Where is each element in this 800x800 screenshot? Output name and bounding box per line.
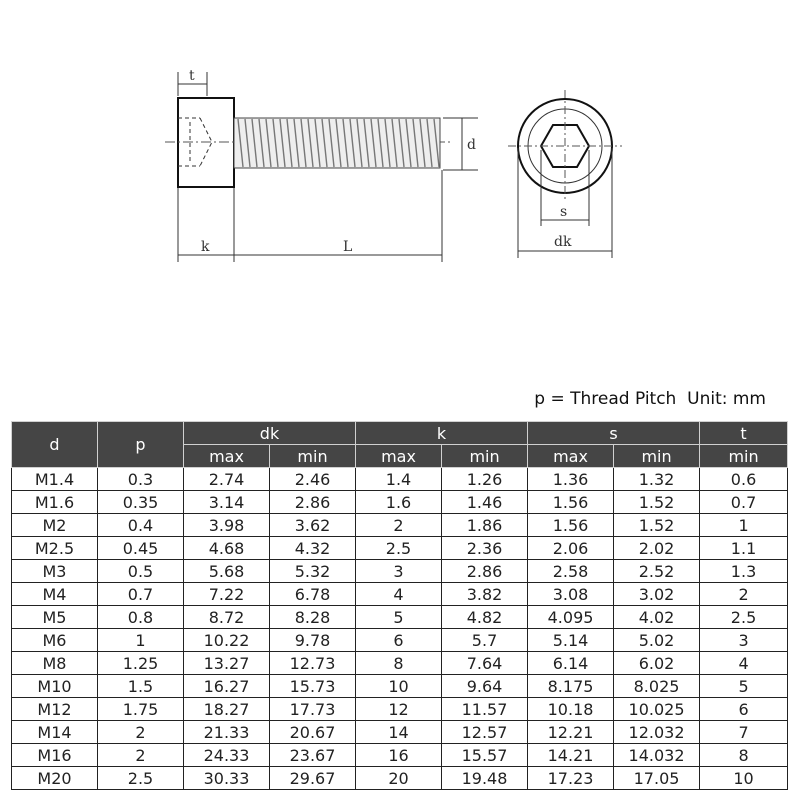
cell-d: M14 — [12, 721, 98, 744]
header-k: k — [356, 422, 528, 445]
cell-s-min: 1.52 — [614, 491, 700, 514]
header-dk-min: min — [270, 445, 356, 468]
cell-dk-min: 5.32 — [270, 560, 356, 583]
cell-k-max: 1.6 — [356, 491, 442, 514]
header-dk: dk — [184, 422, 356, 445]
cell-dk-max: 18.27 — [184, 698, 270, 721]
header-k-max: max — [356, 445, 442, 468]
table-body — [12, 468, 788, 790]
cell-p: 0.4 — [98, 514, 184, 537]
cell-s-max: 2.58 — [528, 560, 614, 583]
cell-k-min: 4.82 — [442, 606, 528, 629]
cell-dk-max: 21.33 — [184, 721, 270, 744]
table-row — [12, 583, 788, 606]
header-t: t — [700, 422, 788, 445]
cell-dk-min: 4.32 — [270, 537, 356, 560]
table-row — [12, 652, 788, 675]
cell-t-min: 1.3 — [700, 560, 788, 583]
cell-s-min: 8.025 — [614, 675, 700, 698]
cell-p: 0.8 — [98, 606, 184, 629]
label-s: s — [560, 204, 568, 220]
cell-s-max: 1.56 — [528, 514, 614, 537]
cell-t-min: 1.1 — [700, 537, 788, 560]
cell-dk-max: 2.74 — [184, 468, 270, 491]
header-p: p — [98, 422, 184, 468]
cell-k-max: 5 — [356, 606, 442, 629]
table-row — [12, 767, 788, 790]
cell-k-min: 1.46 — [442, 491, 528, 514]
cell-k-max: 14 — [356, 721, 442, 744]
cell-dk-min: 6.78 — [270, 583, 356, 606]
cell-s-max: 6.14 — [528, 652, 614, 675]
cell-dk-max: 3.14 — [184, 491, 270, 514]
cell-k-min: 11.57 — [442, 698, 528, 721]
cell-p: 2 — [98, 744, 184, 767]
cell-dk-max: 13.27 — [184, 652, 270, 675]
cell-t-min: 10 — [700, 767, 788, 790]
label-dk: dk — [554, 234, 572, 250]
cell-dk-min: 20.67 — [270, 721, 356, 744]
table-row — [12, 698, 788, 721]
cell-s-min: 12.032 — [614, 721, 700, 744]
cell-k-max: 3 — [356, 560, 442, 583]
table-row — [12, 629, 788, 652]
cell-k-min: 3.82 — [442, 583, 528, 606]
cell-s-max: 12.21 — [528, 721, 614, 744]
cell-d: M1.6 — [12, 491, 98, 514]
cell-t-min: 3 — [700, 629, 788, 652]
header-s-min: min — [614, 445, 700, 468]
spec-table — [11, 421, 788, 790]
cell-dk-max: 7.22 — [184, 583, 270, 606]
table-row — [12, 468, 788, 491]
cell-dk-max: 3.98 — [184, 514, 270, 537]
cell-dk-max: 10.22 — [184, 629, 270, 652]
cell-k-max: 2 — [356, 514, 442, 537]
table-row — [12, 514, 788, 537]
header-s-max: max — [528, 445, 614, 468]
cell-dk-max: 4.68 — [184, 537, 270, 560]
cell-d: M2 — [12, 514, 98, 537]
cell-dk-max: 24.33 — [184, 744, 270, 767]
cell-k-min: 15.57 — [442, 744, 528, 767]
cell-t-min: 5 — [700, 675, 788, 698]
cell-s-min: 17.05 — [614, 767, 700, 790]
cell-dk-max: 8.72 — [184, 606, 270, 629]
cell-p: 2 — [98, 721, 184, 744]
cell-dk-min: 17.73 — [270, 698, 356, 721]
cell-k-max: 10 — [356, 675, 442, 698]
cell-k-min: 1.86 — [442, 514, 528, 537]
cell-p: 0.5 — [98, 560, 184, 583]
cell-k-max: 8 — [356, 652, 442, 675]
cell-s-max: 2.06 — [528, 537, 614, 560]
cell-s-max: 5.14 — [528, 629, 614, 652]
cell-dk-min: 12.73 — [270, 652, 356, 675]
cell-s-max: 3.08 — [528, 583, 614, 606]
cell-s-max: 14.21 — [528, 744, 614, 767]
cell-t-min: 7 — [700, 721, 788, 744]
cell-dk-min: 23.67 — [270, 744, 356, 767]
cell-p: 1.5 — [98, 675, 184, 698]
cell-k-min: 12.57 — [442, 721, 528, 744]
cell-t-min: 2.5 — [700, 606, 788, 629]
table-row — [12, 560, 788, 583]
cell-s-max: 4.095 — [528, 606, 614, 629]
cell-dk-min: 3.62 — [270, 514, 356, 537]
cell-d: M1.4 — [12, 468, 98, 491]
header-s: s — [528, 422, 700, 445]
cell-s-min: 6.02 — [614, 652, 700, 675]
cell-s-min: 2.52 — [614, 560, 700, 583]
cell-s-max: 1.56 — [528, 491, 614, 514]
table-row — [12, 491, 788, 514]
cell-t-min: 0.6 — [700, 468, 788, 491]
cell-s-max: 1.36 — [528, 468, 614, 491]
cell-t-min: 4 — [700, 652, 788, 675]
cell-k-min: 9.64 — [442, 675, 528, 698]
cell-d: M5 — [12, 606, 98, 629]
cell-k-max: 2.5 — [356, 537, 442, 560]
cell-k-min: 2.86 — [442, 560, 528, 583]
cell-k-max: 4 — [356, 583, 442, 606]
cell-dk-max: 30.33 — [184, 767, 270, 790]
cell-s-min: 14.032 — [614, 744, 700, 767]
label-k: k — [201, 239, 210, 255]
cell-dk-min: 2.86 — [270, 491, 356, 514]
cell-p: 0.7 — [98, 583, 184, 606]
table-row — [12, 721, 788, 744]
label-t: t — [189, 68, 195, 84]
unit-note: p = Thread Pitch Unit: mm — [534, 389, 766, 409]
cell-dk-max: 16.27 — [184, 675, 270, 698]
cell-k-max: 6 — [356, 629, 442, 652]
cell-dk-max: 5.68 — [184, 560, 270, 583]
cell-s-min: 4.02 — [614, 606, 700, 629]
cell-s-min: 10.025 — [614, 698, 700, 721]
cell-d: M2.5 — [12, 537, 98, 560]
cell-t-min: 2 — [700, 583, 788, 606]
cell-d: M6 — [12, 629, 98, 652]
cell-t-min: 6 — [700, 698, 788, 721]
cell-dk-min: 29.67 — [270, 767, 356, 790]
header-row-1 — [12, 422, 788, 445]
cell-s-min: 1.32 — [614, 468, 700, 491]
header-t-min: min — [700, 445, 788, 468]
table-row — [12, 537, 788, 560]
cell-s-max: 17.23 — [528, 767, 614, 790]
cell-dk-min: 8.28 — [270, 606, 356, 629]
cell-k-min: 2.36 — [442, 537, 528, 560]
cell-k-max: 16 — [356, 744, 442, 767]
cell-p: 2.5 — [98, 767, 184, 790]
screw-diagram — [0, 0, 800, 300]
cell-s-min: 2.02 — [614, 537, 700, 560]
cell-d: M8 — [12, 652, 98, 675]
cell-t-min: 8 — [700, 744, 788, 767]
cell-p: 0.45 — [98, 537, 184, 560]
header-d: d — [12, 422, 98, 468]
cell-p: 0.35 — [98, 491, 184, 514]
header-k-min: min — [442, 445, 528, 468]
cell-p: 1.25 — [98, 652, 184, 675]
cell-k-min: 19.48 — [442, 767, 528, 790]
cell-k-min: 1.26 — [442, 468, 528, 491]
cell-p: 0.3 — [98, 468, 184, 491]
cell-s-min: 3.02 — [614, 583, 700, 606]
cell-k-max: 20 — [356, 767, 442, 790]
cell-p: 1 — [98, 629, 184, 652]
cell-p: 1.75 — [98, 698, 184, 721]
cell-s-min: 1.52 — [614, 514, 700, 537]
cell-s-min: 5.02 — [614, 629, 700, 652]
cell-t-min: 0.7 — [700, 491, 788, 514]
cell-s-max: 8.175 — [528, 675, 614, 698]
cell-k-min: 5.7 — [442, 629, 528, 652]
cell-d: M4 — [12, 583, 98, 606]
table-row — [12, 744, 788, 767]
cell-d: M20 — [12, 767, 98, 790]
header-dk-max: max — [184, 445, 270, 468]
cell-dk-min: 9.78 — [270, 629, 356, 652]
cell-d: M12 — [12, 698, 98, 721]
label-d: d — [467, 137, 476, 153]
cell-k-min: 7.64 — [442, 652, 528, 675]
table-row — [12, 606, 788, 629]
label-L: L — [343, 239, 353, 255]
cell-t-min: 1 — [700, 514, 788, 537]
cell-dk-min: 15.73 — [270, 675, 356, 698]
cell-dk-min: 2.46 — [270, 468, 356, 491]
cell-s-max: 10.18 — [528, 698, 614, 721]
cell-k-max: 1.4 — [356, 468, 442, 491]
table-row — [12, 675, 788, 698]
cell-k-max: 12 — [356, 698, 442, 721]
cell-d: M16 — [12, 744, 98, 767]
cell-d: M10 — [12, 675, 98, 698]
cell-d: M3 — [12, 560, 98, 583]
